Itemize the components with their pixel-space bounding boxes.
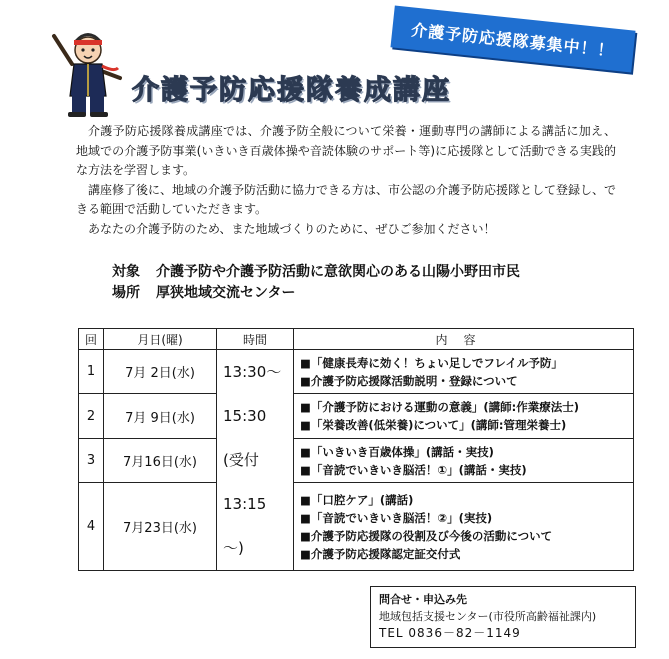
header-no: 回: [79, 329, 104, 350]
place-value: 厚狭地域交流センター: [156, 285, 296, 301]
time-line: 13:30～: [223, 363, 282, 381]
header-time: 時間: [217, 329, 294, 350]
session-number: 4: [79, 483, 104, 571]
event-info: [112, 262, 520, 304]
target-label: 対象: [112, 264, 140, 280]
place-label: 場所: [112, 285, 140, 301]
intro-paragraph: 介護予防応援隊養成講座では、介護予防全般について栄養・運動専門の講師による講話に加え、地域での介護予防事業(いきいき百歳体操や音読体験のサポート等)に応援隊として活動できる実践的な方法を学習します。: [76, 124, 616, 177]
intro-paragraph: あなたの介護予防のため、また地域づくりのために、ぜひご参加ください！: [88, 221, 496, 236]
intro-text: [76, 122, 616, 239]
content-item: ■「口腔ケア」(講話): [300, 492, 414, 507]
session-date: 7月16日(水): [104, 438, 217, 482]
content-item: ■「介護予防における運動の意義」(講師:作業療法士): [300, 400, 579, 415]
session-date: 7月 9日(水): [104, 394, 217, 438]
schedule-table: [78, 328, 634, 571]
content-item: ■「健康長寿に効く！ちょい足しでフレイル予防」: [300, 355, 563, 370]
content-item: ■介護予防応援隊認定証交付式: [300, 546, 461, 561]
content-item: ■「音読でいきいき脳活！②」(実技): [300, 510, 493, 525]
recruitment-banner: 介護予防応援隊募集中！！: [390, 5, 635, 72]
cheering-boy-icon: [48, 28, 126, 118]
session-date: 7月23日(水): [104, 483, 217, 571]
header-date: 月日(曜): [104, 329, 217, 350]
session-content: [294, 394, 634, 438]
time-line: 13:15～): [223, 495, 267, 557]
content-item: ■「栄養改善(低栄養)について」(講師:管理栄養士): [300, 418, 567, 433]
table-row: [79, 438, 634, 482]
table-row: [79, 483, 634, 571]
table-row: [79, 350, 634, 394]
contact-phone: TEL 0836－82－1149: [379, 626, 521, 640]
session-number: 3: [79, 438, 104, 482]
time-line: 15:30: [223, 407, 267, 425]
contact-org: 地域包括支援センター(市役所高齢福祉課内): [379, 610, 597, 623]
session-date: 7月 2日(水): [104, 350, 217, 394]
table-row: [79, 394, 634, 438]
session-content: [294, 483, 634, 571]
page-title: 介護予防応援隊養成講座: [132, 75, 451, 106]
content-item: ■「いきいき百歳体操」(講話・実技): [300, 444, 494, 459]
time-line: (受付: [223, 451, 259, 469]
session-number: 1: [79, 350, 104, 394]
session-time: [217, 350, 294, 571]
session-number: 2: [79, 394, 104, 438]
contact-box: [370, 586, 636, 648]
target-value: 介護予防や介護予防活動に意欲関心のある山陽小野田市民: [156, 264, 520, 280]
contact-title: 問合せ・申込み先: [379, 593, 467, 606]
table-header-row: [79, 329, 634, 350]
content-item: ■「音読でいきいき脳活！①」(講話・実技): [300, 462, 527, 477]
session-content: [294, 438, 634, 482]
content-item: ■介護予防応援隊活動説明・登録について: [300, 373, 518, 388]
header-content: 内容: [294, 329, 634, 350]
place-line: [112, 283, 520, 304]
intro-paragraph: 講座修了後に、地域の介護予防活動に協力できる方は、市公認の介護予防応援隊として登録し、できる範囲で活動していただきます。: [76, 182, 617, 216]
session-content: [294, 350, 634, 394]
content-item: ■介護予防応援隊の役割及び今後の活動について: [300, 528, 553, 543]
target-line: [112, 262, 520, 283]
